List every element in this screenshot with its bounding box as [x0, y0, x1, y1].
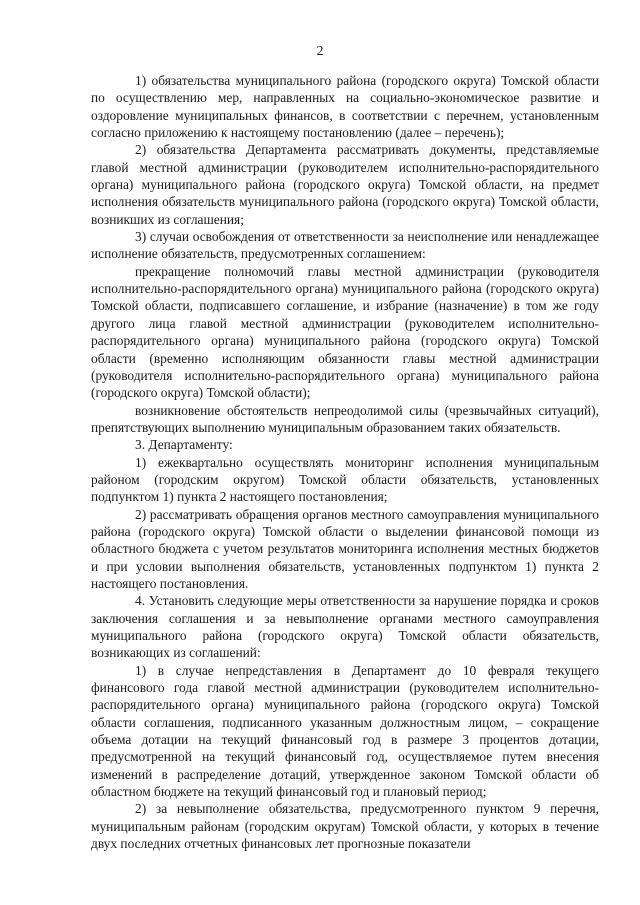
paragraph-nonfulfillment: 2) за невыполнение обязательства, предусмотренного пунктом 9 перечня, муниципальным районам (городским округам) Томской области, у которых в течение двух последних отчетных финансовых лет прогнозные показатели: [91, 801, 599, 852]
paragraph-exemption-cases: 3) случаи освобождения от ответственности за неисполнение или ненадлежащее исполнение обязательств, предусмотренных соглашением:: [91, 229, 599, 262]
document-body: [91, 72, 599, 852]
paragraph-obligations-municipal: 1) обязательства муниципального района (городского округа) Томской области по осуществлению мер, направленных на социально-экономическое развитие и оздоровление муниципальных финансов, в соответствии с перечнем, установленным согласно приложению к настоящему постановлению (далее – перечень);: [91, 73, 599, 141]
paragraph-obligations-department: 2) обязательства Департамента рассматривать документы, представляемые главой местной администрации (руководителем исполнительно-распорядительного органа) муниципального района (городского округа) Томской области, на предмет исполнения обязательств муниципального района (городского округа) Томской области, возникших из соглашения;: [91, 142, 599, 227]
paragraph-consider-requests: 2) рассматривать обращения органов местного самоуправления муниципального района (городского округа) Томской области о выделении финансовой помощи из областного бюджета с учетом результатов мониторинга исполнения местных бюджетов и при условии выполнения обязательств, установленных подпунктом 1) пункта 2 настоящего постановления.: [91, 506, 599, 591]
paragraph-subsidy-reduction: 1) в случае непредставления в Департамент до 10 февраля текущего финансового года главой местной администрации (руководителем исполнительно-распорядительного органа) муниципального района (городского округа) Томской области соглашения, подписанного указанным должностным лицом, – сокращение объема дотации на текущий финансовый год в размере 3 процентов дотации, предусмотренной на текущий финансовый год, осуществляемое путем внесения изменений в распределение дотаций, утвержденное законом Томской области об областном бюджете на текущий финансовый год и плановый период;: [91, 662, 599, 800]
paragraph-force-majeure: возникновение обстоятельств непреодолимой силы (чрезвычайных ситуаций), препятствующих выполнению муниципальным образованием таких обязательств.: [91, 402, 599, 435]
page-number: 2: [316, 44, 324, 59]
paragraph-quarterly-monitoring: 1) ежеквартально осуществлять мониторинг исполнения муниципальным районом (городским округом) Томской области обязательств, установленных подпунктом 1) пункта 2 настоящего постановления;: [91, 454, 599, 505]
paragraph-department-heading: 3. Департаменту:: [135, 437, 233, 453]
paragraph-termination-of-powers: прекращение полномочий главы местной администрации (руководителя исполнительно-распорядительного органа) муниципального района (городского округа) Томской области, подписавшего соглашение, и избрание (назначение) в том же году другого лица главой местной администрации (руководителем исполнительно-распорядительного органа) муниципального района (городского округа) Томской области (временно исполняющим обязанности главы местной администрации (руководителя исполнительно-распорядительного органа) муниципального района (городского округа) Томской области);: [91, 263, 599, 401]
paragraph-responsibility-measures: 4. Установить следующие меры ответственности за нарушение порядка и сроков заключения соглашения и за невыполнение органами местного самоуправления муниципального района (городского округа) Томской области обязательств, возникающих из соглашений:: [91, 593, 599, 661]
